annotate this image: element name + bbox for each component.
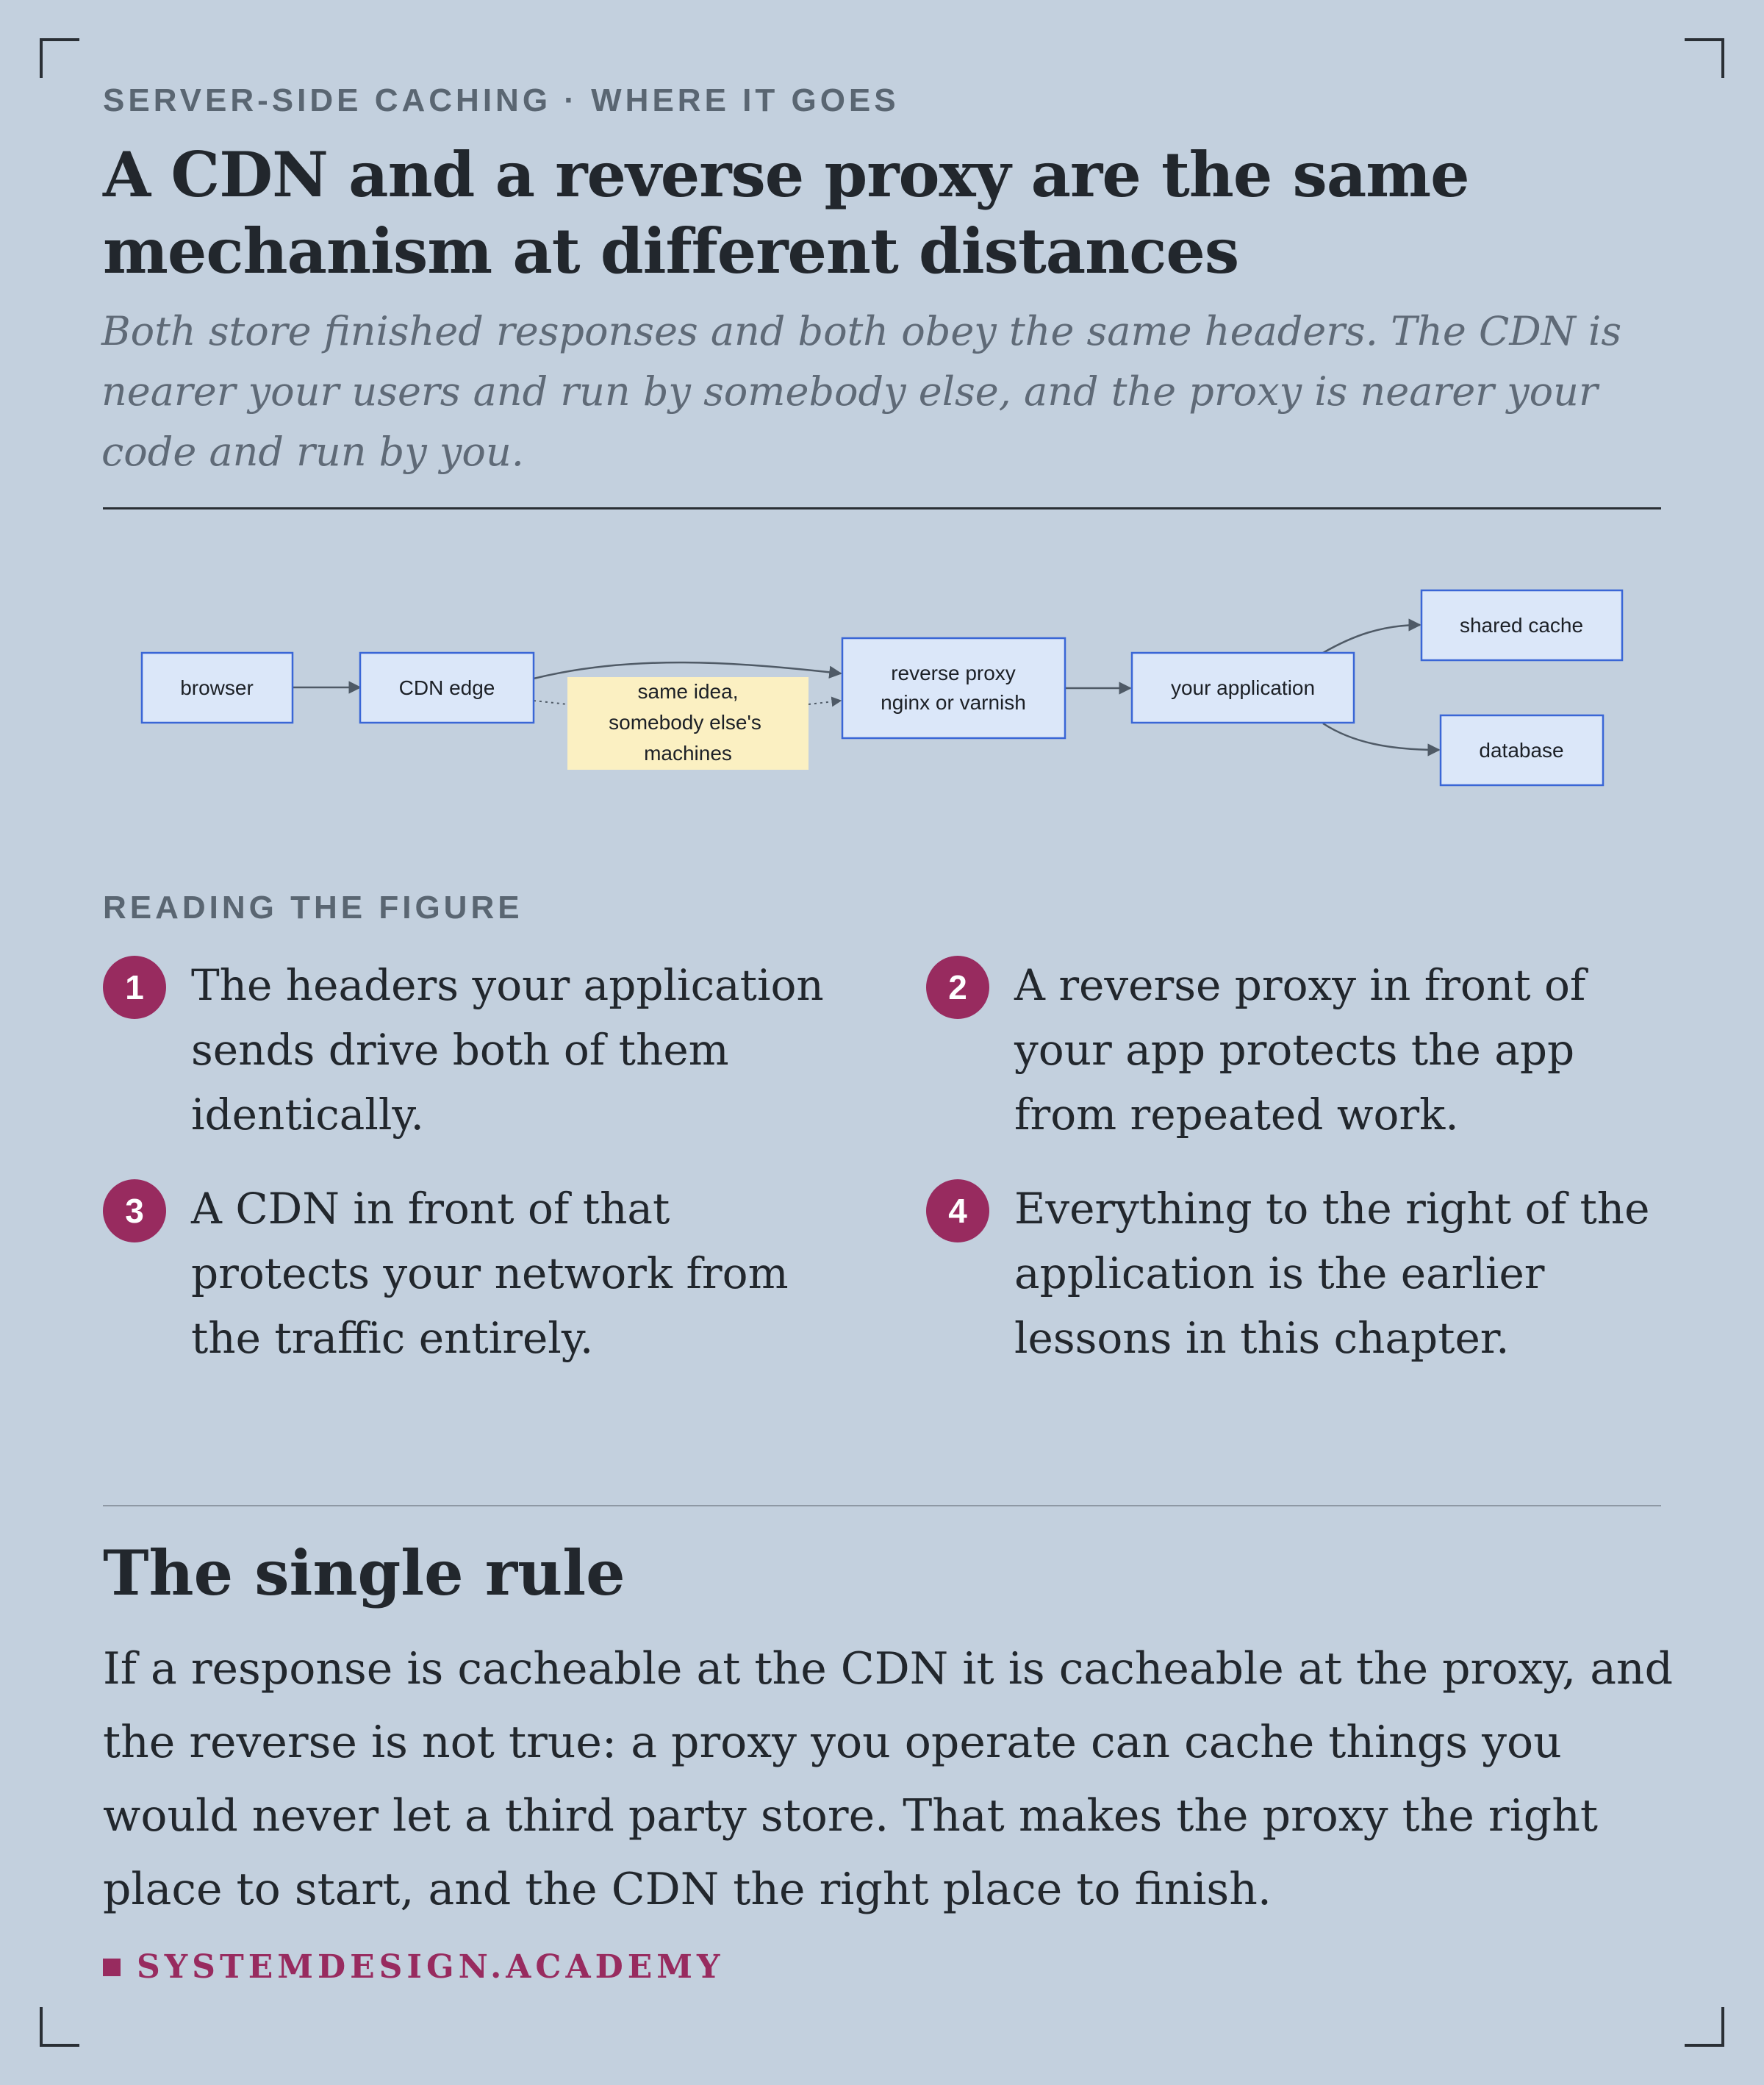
node-database-label: database bbox=[1479, 739, 1564, 762]
edge-app-to-database bbox=[1323, 723, 1439, 750]
edge-app-to-shared-cache bbox=[1323, 625, 1420, 653]
node-browser-label: browser bbox=[180, 676, 254, 699]
node-your-application bbox=[1132, 653, 1354, 723]
brand-footer bbox=[103, 1948, 724, 1986]
corner-mark-top-left bbox=[40, 38, 79, 78]
single-rule-body: If a response is cacheable at the CDN it is cacheable at the proxy, and the reverse is not true: a proxy you operate can cache things you would never let a third party store. That makes the proxy the right place to start, and the CDN the right place to finish. bbox=[103, 1643, 1674, 1915]
node-shared-cache bbox=[1421, 590, 1622, 660]
node-reverse-proxy-title: reverse proxy bbox=[891, 662, 1016, 684]
number-badge: 3 bbox=[103, 1179, 166, 1242]
edge-cdn-to-note bbox=[534, 701, 567, 704]
corner-mark-bottom-left bbox=[40, 2007, 79, 2047]
corner-mark-top-right bbox=[1685, 38, 1724, 78]
corner-mark-bottom-right bbox=[1685, 2007, 1724, 2047]
reading-point-text: A CDN in front of that protects your network from the traffic entirely. bbox=[191, 1184, 789, 1363]
reading-point-text: Everything to the right of the application is the earlier lessons in this chapter. bbox=[1014, 1184, 1650, 1363]
kicker: SERVER-SIDE CACHING · WHERE IT GOES bbox=[103, 82, 900, 118]
note-line-3: machines bbox=[644, 742, 732, 765]
brand-square-icon bbox=[103, 1959, 121, 1976]
number-badge: 4 bbox=[926, 1179, 989, 1242]
reading-point-text: The headers your application sends drive both of them identically. bbox=[191, 960, 824, 1140]
single-rule-heading: The single rule bbox=[103, 1537, 625, 1609]
section-divider bbox=[103, 1505, 1661, 1506]
edge-note-to-proxy bbox=[808, 701, 841, 704]
subtitle: Both store finished responses and both obey the same headers. The CDN is nearer your users and run by somebody else, and the proxy is nearer your code and run by you. bbox=[101, 308, 1622, 475]
header-divider bbox=[103, 507, 1661, 509]
node-cdn-edge bbox=[360, 653, 534, 723]
number-badge: 1 bbox=[103, 956, 166, 1019]
node-your-application-label: your application bbox=[1170, 676, 1316, 699]
number-badge: 2 bbox=[926, 956, 989, 1019]
edge-cdn-to-proxy bbox=[534, 662, 841, 679]
node-shared-cache-label: shared cache bbox=[1459, 614, 1584, 637]
page-title: A CDN and a reverse proxy are the same mechanism at different distances bbox=[103, 138, 1469, 287]
reading-point-text: A reverse proxy in front of your app protects the app from repeated work. bbox=[1014, 960, 1586, 1140]
architecture-diagram bbox=[0, 544, 1764, 823]
note-same-idea bbox=[567, 677, 808, 770]
reading-heading: READING THE FIGURE bbox=[103, 890, 523, 926]
brand-name: SYSTEMDESIGN.ACADEMY bbox=[137, 1948, 725, 1986]
node-reverse-proxy-detail: nginx or varnish bbox=[881, 691, 1026, 714]
node-cdn-edge-label: CDN edge bbox=[398, 676, 495, 699]
node-reverse-proxy bbox=[842, 638, 1065, 738]
note-line-2: somebody else's bbox=[609, 711, 761, 734]
node-database bbox=[1441, 715, 1603, 785]
node-browser bbox=[142, 653, 293, 723]
note-line-1: same idea, bbox=[637, 680, 739, 703]
